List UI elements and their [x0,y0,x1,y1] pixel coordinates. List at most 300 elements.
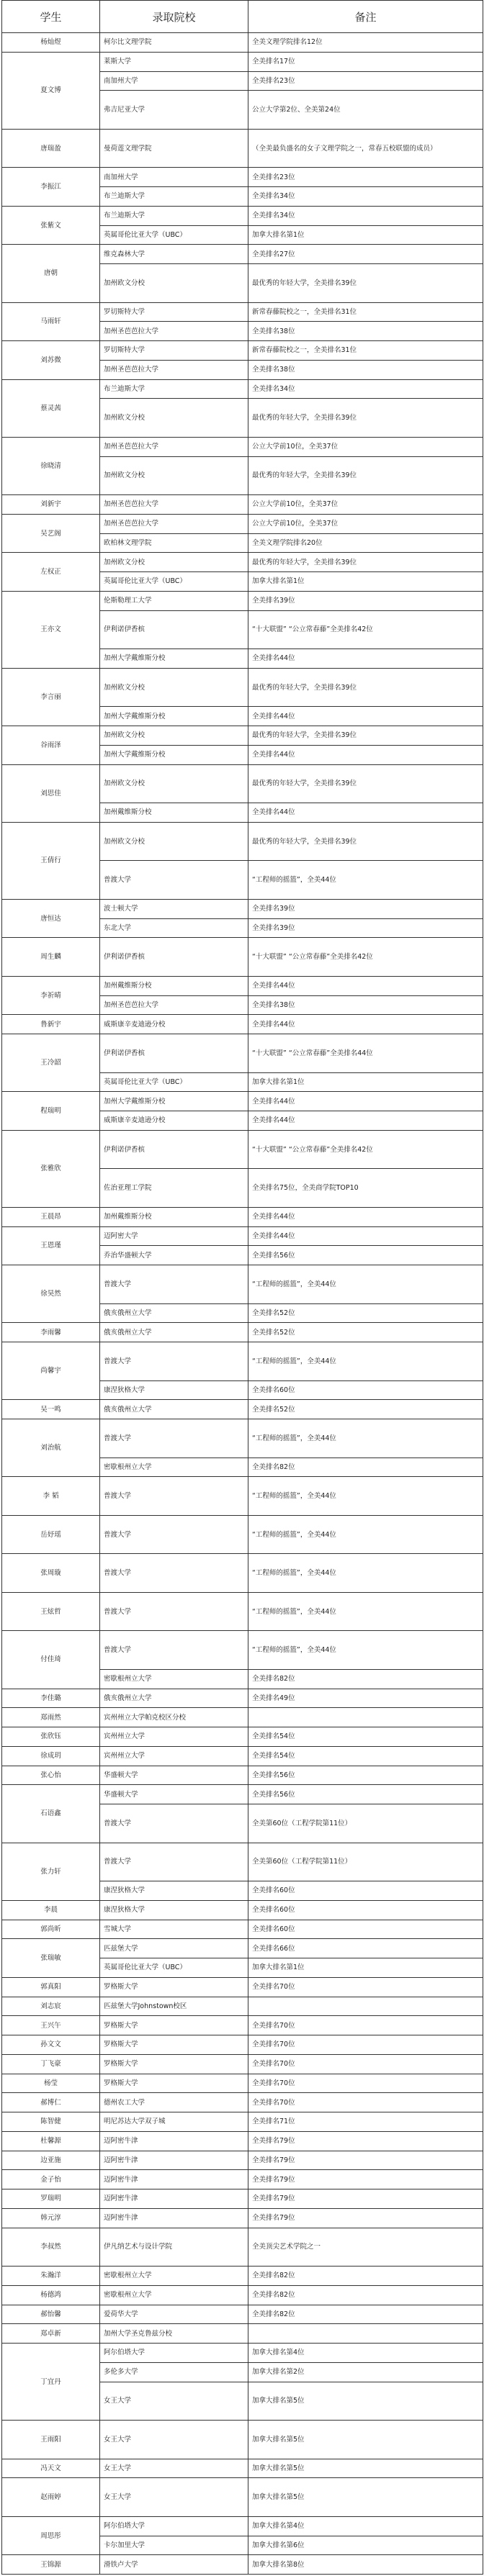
admitted-school: 宾州州立大学帕克校区分校 [100,1708,248,1727]
admitted-school: 佐治亚理工学院 [100,1169,248,1208]
admitted-school: 莱斯大学 [100,52,248,71]
admitted-school: 加州欧文分校 [100,399,248,438]
student-name: 吴艺阁 [2,514,100,553]
admitted-school: 密歇根州立大学 [100,2267,248,2286]
table-row [2,129,483,168]
remark: 全美排名79位 [248,2208,483,2228]
admitted-school: 匹兹堡大学Johnstown校区 [100,1997,248,2016]
student-name: 王锦源 [2,2555,100,2575]
table-row [2,2016,483,2035]
table-row [2,822,483,861]
admitted-school: 威斯康辛麦迪逊分校 [100,1111,248,1131]
student-name: 蔡灵茜 [2,379,100,437]
table-row [2,2074,483,2093]
remark: 全美排名52位 [248,1400,483,1419]
admitted-school: 伊利诺伊香槟 [100,610,248,649]
table-row [2,2035,483,2055]
student-name: 马雨轩 [2,302,100,341]
admitted-school: 普渡大学 [100,1265,248,1304]
remark: 最优秀的年轻大学，全美排名39位 [248,668,483,707]
admitted-school: 加州欧文分校 [100,822,248,861]
table-row [2,495,483,515]
remark: 最优秀的年轻大学，全美排名39位 [248,764,483,803]
admitted-school: 迈阿密牛津 [100,2131,248,2151]
student-name: 张欣钰 [2,1727,100,1747]
admitted-school: 女王大学 [100,2459,248,2478]
remark: “工程师的摇篮”，全美44位 [248,1515,483,1554]
admitted-school: 布兰迪斯大学 [100,206,248,225]
remark: 加拿大排名第5位 [248,2382,483,2421]
remark [248,1997,483,2016]
student-name: 徐昊然 [2,1265,100,1323]
student-name: 陈智健 [2,2112,100,2132]
remark: 加拿大排名第5位 [248,2421,483,2459]
admitted-school: 伊凡纳艺术与设计学院 [100,2228,248,2267]
admitted-school: 华盛顿大学 [100,1785,248,1804]
remark: 全美排名44位 [248,1226,483,1246]
student-name: 李雨馨 [2,1323,100,1342]
student-name: 尚馨宇 [2,1342,100,1400]
table-row [2,206,483,225]
remark: “工程师的摇篮”，全美44位 [248,1554,483,1593]
table-row [2,1843,483,1881]
remark: 全美排名82位 [248,2267,483,2286]
admitted-school: 女王大学 [100,2478,248,2517]
admitted-school: 匹兹堡大学 [100,1939,248,1958]
student-name: 朱瀚洋 [2,2267,100,2286]
table-row [2,2093,483,2112]
student-name: 丁宜丹 [2,2344,100,2421]
remark: 全美排名44位 [248,707,483,726]
admitted-school: 密歇根州立大学 [100,2285,248,2305]
student-name: 郑卓新 [2,2324,100,2344]
admitted-school: 罗格斯大学 [100,2054,248,2074]
student-name: 唐瑞盈 [2,129,100,168]
remark: 最优秀的年轻大学，全美排名39位 [248,264,483,303]
table-row [2,245,483,264]
student-name: 周生麟 [2,938,100,977]
table-row [2,1900,483,1920]
admitted-school: 阿尔伯塔大学 [100,2516,248,2536]
table-row [2,2285,483,2305]
student-name: 丁飞豪 [2,2054,100,2074]
student-name: 金子怡 [2,2170,100,2189]
admitted-school: 俄亥俄州立大学 [100,1689,248,1708]
admitted-school: 加州欧文分校 [100,553,248,572]
admitted-school: 普渡大学 [100,1554,248,1593]
table-row [2,1419,483,1458]
student-name: 郑雨然 [2,1708,100,1727]
admitted-school: 加州圣芭芭拉大学 [100,514,248,533]
remark: 全美排名44位 [248,649,483,669]
table-row [2,1592,483,1631]
admitted-school: 加州圣芭芭拉大学 [100,437,248,456]
student-name: 李祈晴 [2,976,100,1015]
student-name: 吴一鸣 [2,1400,100,1419]
table-row [2,1400,483,1419]
remark: 全美排名70位 [248,2093,483,2112]
admitted-school: 宾州州立大学 [100,1746,248,1766]
student-name: 王亦文 [2,591,100,668]
admitted-school: 加州戴维斯分校 [100,1207,248,1226]
admitted-school: 俄亥俄州立大学 [100,1303,248,1323]
remark: 公立大学第2位、全美第24位 [248,91,483,130]
remark: （全美最负盛名的女子文理学院之一，常春五校联盟的成员） [248,129,483,168]
remark: “十大联盟” “公立常春藤”全美排名42位 [248,1130,483,1169]
remark: 最优秀的年轻大学，全美排名39位 [248,456,483,495]
table-row [2,1631,483,1670]
table-row [2,764,483,803]
admitted-school: 宾州州立大学 [100,1727,248,1747]
table-row [2,1708,483,1727]
table-row [2,2555,483,2575]
student-name: 郝博仁 [2,2093,100,2112]
admitted-school: 加州大学戴维斯分校 [100,1092,248,1111]
table-row [2,1746,483,1766]
student-name: 张瑞敏 [2,1939,100,1978]
remark: 全美排名60位 [248,1881,483,1901]
remark: 全美排名39位 [248,899,483,918]
student-name: 左权正 [2,553,100,592]
table-row [2,668,483,707]
remark [248,1708,483,1727]
admitted-school: 英属哥伦比亚大学（UBC） [100,1072,248,1092]
remark: 全美排名44位 [248,976,483,995]
admitted-school: 迈阿密牛津 [100,2208,248,2228]
table-row [2,1092,483,1111]
remark: 全美排名70位 [248,2054,483,2074]
admitted-school: 英属哥伦比亚大学（UBC） [100,572,248,592]
student-name: 徐成玥 [2,1746,100,1766]
table-row [2,52,483,71]
remark: 全美排名70位 [248,2074,483,2093]
header-school: 录取院校 [100,1,248,33]
remark: 全美排名82位 [248,2305,483,2324]
remark: 全美排名23位 [248,168,483,187]
remark: 加拿大排名第1位 [248,1072,483,1092]
student-name: 付佳琦 [2,1631,100,1689]
remark: 加拿大排名第8位 [248,2555,483,2575]
remark: 全美排名54位 [248,1746,483,1766]
admitted-school: 南加州大学 [100,168,248,187]
table-row [2,1785,483,1804]
admitted-school: 康涅狄格大学 [100,1380,248,1400]
student-name: 罗瑞明 [2,2189,100,2209]
admitted-school: 弗吉尼亚大学 [100,91,248,130]
remark: 全美排名79位 [248,2170,483,2189]
remark: 全美第60位（工程学院第11位） [248,1804,483,1843]
student-name: 李振江 [2,168,100,207]
remark: “工程师的摇篮”，全美44位 [248,861,483,900]
admitted-school: 加州欧文分校 [100,764,248,803]
admitted-school: 加州欧文分校 [100,668,248,707]
table-row [2,2324,483,2344]
remark: 新常春藤院校之一，全美排名31位 [248,302,483,322]
student-name: 张紫文 [2,206,100,245]
student-name: 李晨 [2,1900,100,1920]
student-name: 李佳璐 [2,1689,100,1708]
table-row [2,1920,483,1939]
student-name: 石语鑫 [2,1785,100,1843]
admitted-school: 曼荷莲文理学院 [100,129,248,168]
student-name: 刘思佳 [2,764,100,822]
table-row [2,2267,483,2286]
table-row [2,437,483,456]
remark: 全美排名17位 [248,52,483,71]
admitted-school: 加州欧文分校 [100,456,248,495]
remark: 全美排名82位 [248,1458,483,1477]
admitted-school: 女王大学 [100,2421,248,2459]
admissions-table [1,0,483,2575]
student-name: 唐恒达 [2,899,100,938]
student-name: 郭真阳 [2,1977,100,1997]
table-body [2,33,483,2575]
remark: 全美排名39位 [248,591,483,610]
admitted-school: 迈阿密牛津 [100,2151,248,2170]
remark: 全美排名44位 [248,1207,483,1226]
student-name: 杨莹 [2,2074,100,2093]
admitted-school: 威斯康辛麦迪逊分校 [100,1015,248,1034]
table-row [2,1130,483,1169]
admitted-school: 德州农工大学 [100,2093,248,2112]
remark: 全美排名34位 [248,379,483,399]
student-name: 赵雨婷 [2,2478,100,2517]
admitted-school: 多伦多大学 [100,2362,248,2382]
table-row [2,899,483,918]
remark: 全美排名82位 [248,2285,483,2305]
admitted-school: 滑铁卢大学 [100,2555,248,2575]
admitted-school: 普渡大学 [100,1843,248,1881]
student-name: 徐晓清 [2,437,100,494]
student-name: 刘新宇 [2,495,100,515]
remark: 加拿大排名第6位 [248,2536,483,2555]
remark: 全美排名52位 [248,1303,483,1323]
student-name: 孙文文 [2,2035,100,2055]
admitted-school: 欧柏林文理学院 [100,533,248,553]
remark: 公立大学前10位，全美37位 [248,437,483,456]
student-name: 张雅欣 [2,1130,100,1207]
table-row [2,2344,483,2363]
student-name: 王晨昂 [2,1207,100,1226]
table-row [2,1766,483,1785]
admitted-school: 迈阿密牛津 [100,2170,248,2189]
table-row [2,1939,483,1958]
admitted-school: 普渡大学 [100,1804,248,1843]
admitted-school: 加州大学圣克鲁兹分校 [100,2324,248,2344]
remark: 全美排名66位 [248,1939,483,1958]
admitted-school: 乔治华盛顿大学 [100,1246,248,1265]
admitted-school: 加州圣芭芭拉大学 [100,995,248,1015]
remark [248,2324,483,2344]
remark: 加拿大排名第4位 [248,2516,483,2536]
student-name: 李叔然 [2,2228,100,2267]
table-row [2,976,483,995]
remark: “十大联盟” “公立常春藤”全美排名42位 [248,938,483,977]
table-row [2,514,483,533]
remark: 全美排名70位 [248,2016,483,2035]
student-name: 夏文博 [2,52,100,129]
remark: “十大联盟” “公立常春藤”全美排名42位 [248,610,483,649]
remark: 加拿大排名第1位 [248,225,483,245]
remark: 全美排名60位 [248,1900,483,1920]
remark: 全美排名34位 [248,187,483,207]
student-name: 王兴午 [2,2016,100,2035]
student-name: 杨德鸿 [2,2285,100,2305]
admitted-school: 英属哥伦比亚大学（UBC） [100,1958,248,1978]
student-name: 刘苏微 [2,341,100,380]
admitted-school: 阿尔伯塔大学 [100,2344,248,2363]
admitted-school: 伊利诺伊香槟 [100,1130,248,1169]
student-name: 冯天文 [2,2459,100,2478]
table-row [2,591,483,610]
header-note: 备注 [248,1,483,33]
remark: “工程师的摇篮”，全美44位 [248,1477,483,1516]
admitted-school: 加州戴维斯分校 [100,803,248,823]
table-row [2,168,483,187]
table-row [2,1015,483,1034]
table-row [2,1265,483,1304]
table-row [2,1477,483,1516]
student-name: 李言丽 [2,668,100,726]
admitted-school: 柯尔比文理学院 [100,33,248,53]
remark: 全美排名75位，全美商学院TOP10 [248,1169,483,1208]
table-row [2,1323,483,1342]
table-row [2,2151,483,2170]
remark: 全美排名38位 [248,995,483,1015]
table-row [2,2478,483,2517]
admitted-school: 女王大学 [100,2382,248,2421]
remark: 最优秀的年轻大学，全美排名39位 [248,553,483,572]
admitted-school: 英属哥伦比亚大学（UBC） [100,225,248,245]
table-row [2,33,483,53]
remark: 新常春藤院校之一，全美排名31位 [248,341,483,361]
admitted-school: 俄亥俄州立大学 [100,1323,248,1342]
header-student: 学生 [2,1,100,33]
table-row [2,2189,483,2209]
admitted-school: 维克森林大学 [100,245,248,264]
admitted-school: 伦斯勒理工大学 [100,591,248,610]
table-row [2,726,483,746]
student-name: 张心怡 [2,1766,100,1785]
admitted-school: 罗格斯大学 [100,1977,248,1997]
remark: 全美排名38位 [248,322,483,341]
admitted-school: 普渡大学 [100,861,248,900]
admitted-school: 雪城大学 [100,1920,248,1939]
remark: 最优秀的年轻大学，全美排名39位 [248,726,483,746]
student-name: 程瑞明 [2,1092,100,1131]
admitted-school: 南加州大学 [100,71,248,91]
student-name: 张力轩 [2,1843,100,1900]
table-row [2,2228,483,2267]
admitted-school: 俄亥俄州立大学 [100,1400,248,1419]
admitted-school: 布兰迪斯大学 [100,379,248,399]
student-name: 王冷韶 [2,1034,100,1092]
remark: 全美排名79位 [248,2189,483,2209]
remark: 全美排名44位 [248,745,483,764]
remark: 全美文理学院排名20位 [248,533,483,553]
student-name: 周思彤 [2,2516,100,2555]
admitted-school: 罗切斯特大学 [100,302,248,322]
remark: 全美排名38位 [248,360,483,379]
table-row [2,1515,483,1554]
remark: 全美排名70位 [248,1977,483,1997]
admitted-school: 爱荷华大学 [100,2305,248,2324]
admitted-school: 东北大学 [100,918,248,938]
admitted-school: 加州圣芭芭拉大学 [100,322,248,341]
table-row [2,1554,483,1593]
remark: 加拿大排名第2位 [248,2362,483,2382]
admitted-school: 加州大学戴维斯分校 [100,745,248,764]
table-row [2,1689,483,1708]
admitted-school: 罗格斯大学 [100,2074,248,2093]
remark: 全美排名56位 [248,1785,483,1804]
remark: “十大联盟” “公立常春藤”全美排名44位 [248,1034,483,1073]
table-row [2,2170,483,2189]
admitted-school: 普渡大学 [100,1592,248,1631]
table-row [2,1727,483,1747]
admitted-school: 明尼苏达大学双子城 [100,2112,248,2132]
header-row [2,1,483,33]
remark: 全美排名52位 [248,1323,483,1342]
remark: 全美顶尖艺术学院之一 [248,2228,483,2267]
table-row [2,1034,483,1073]
remark: 全美第60位（工程学院第11位） [248,1843,483,1881]
remark: “工程师的摇篮”，全美44位 [248,1419,483,1458]
remark: 加拿大排名第5位 [248,2478,483,2517]
remark: 全美排名44位 [248,1015,483,1034]
admitted-school: 伊利诺伊香槟 [100,938,248,977]
table-row [2,2131,483,2151]
table-row [2,1226,483,1246]
remark: 加拿大排名第5位 [248,2459,483,2478]
admitted-school: 迈阿密牛津 [100,2189,248,2209]
remark: 全美排名70位 [248,2035,483,2055]
remark: 公立大学前10位，全美37位 [248,495,483,515]
admitted-school: 波士顿大学 [100,899,248,918]
remark: 全美排名60位 [248,1920,483,1939]
table-row [2,938,483,977]
student-name: 郝怡馨 [2,2305,100,2324]
remark: 全美文理学院排名12位 [248,33,483,53]
remark: 全美排名54位 [248,1727,483,1747]
student-name: 张周璇 [2,1554,100,1593]
table-row [2,2421,483,2459]
admitted-school: 迈阿密大学 [100,1226,248,1246]
student-name: 王倩行 [2,822,100,899]
admitted-school: 普渡大学 [100,1419,248,1458]
remark: 全美排名34位 [248,206,483,225]
table-row [2,1342,483,1381]
table-row [2,2054,483,2074]
remark: 加拿大排名第1位 [248,1958,483,1978]
remark: 全美排名71位 [248,2112,483,2132]
remark: 全美排名79位 [248,2151,483,2170]
table-row [2,2208,483,2228]
remark: 全美排名56位 [248,1246,483,1265]
remark: 全美排名23位 [248,71,483,91]
remark: 全美排名49位 [248,1689,483,1708]
remark: “工程师的摇篮”，全美44位 [248,1592,483,1631]
student-name: 唐朝 [2,245,100,302]
admitted-school: 加州圣芭芭拉大学 [100,360,248,379]
admitted-school: 罗格斯大学 [100,2016,248,2035]
table-row [2,1977,483,1997]
remark: 全美排名39位 [248,918,483,938]
student-name: 王雨阳 [2,2421,100,2459]
student-name: 杨灿煜 [2,33,100,53]
table-row [2,2112,483,2132]
table-row [2,341,483,361]
